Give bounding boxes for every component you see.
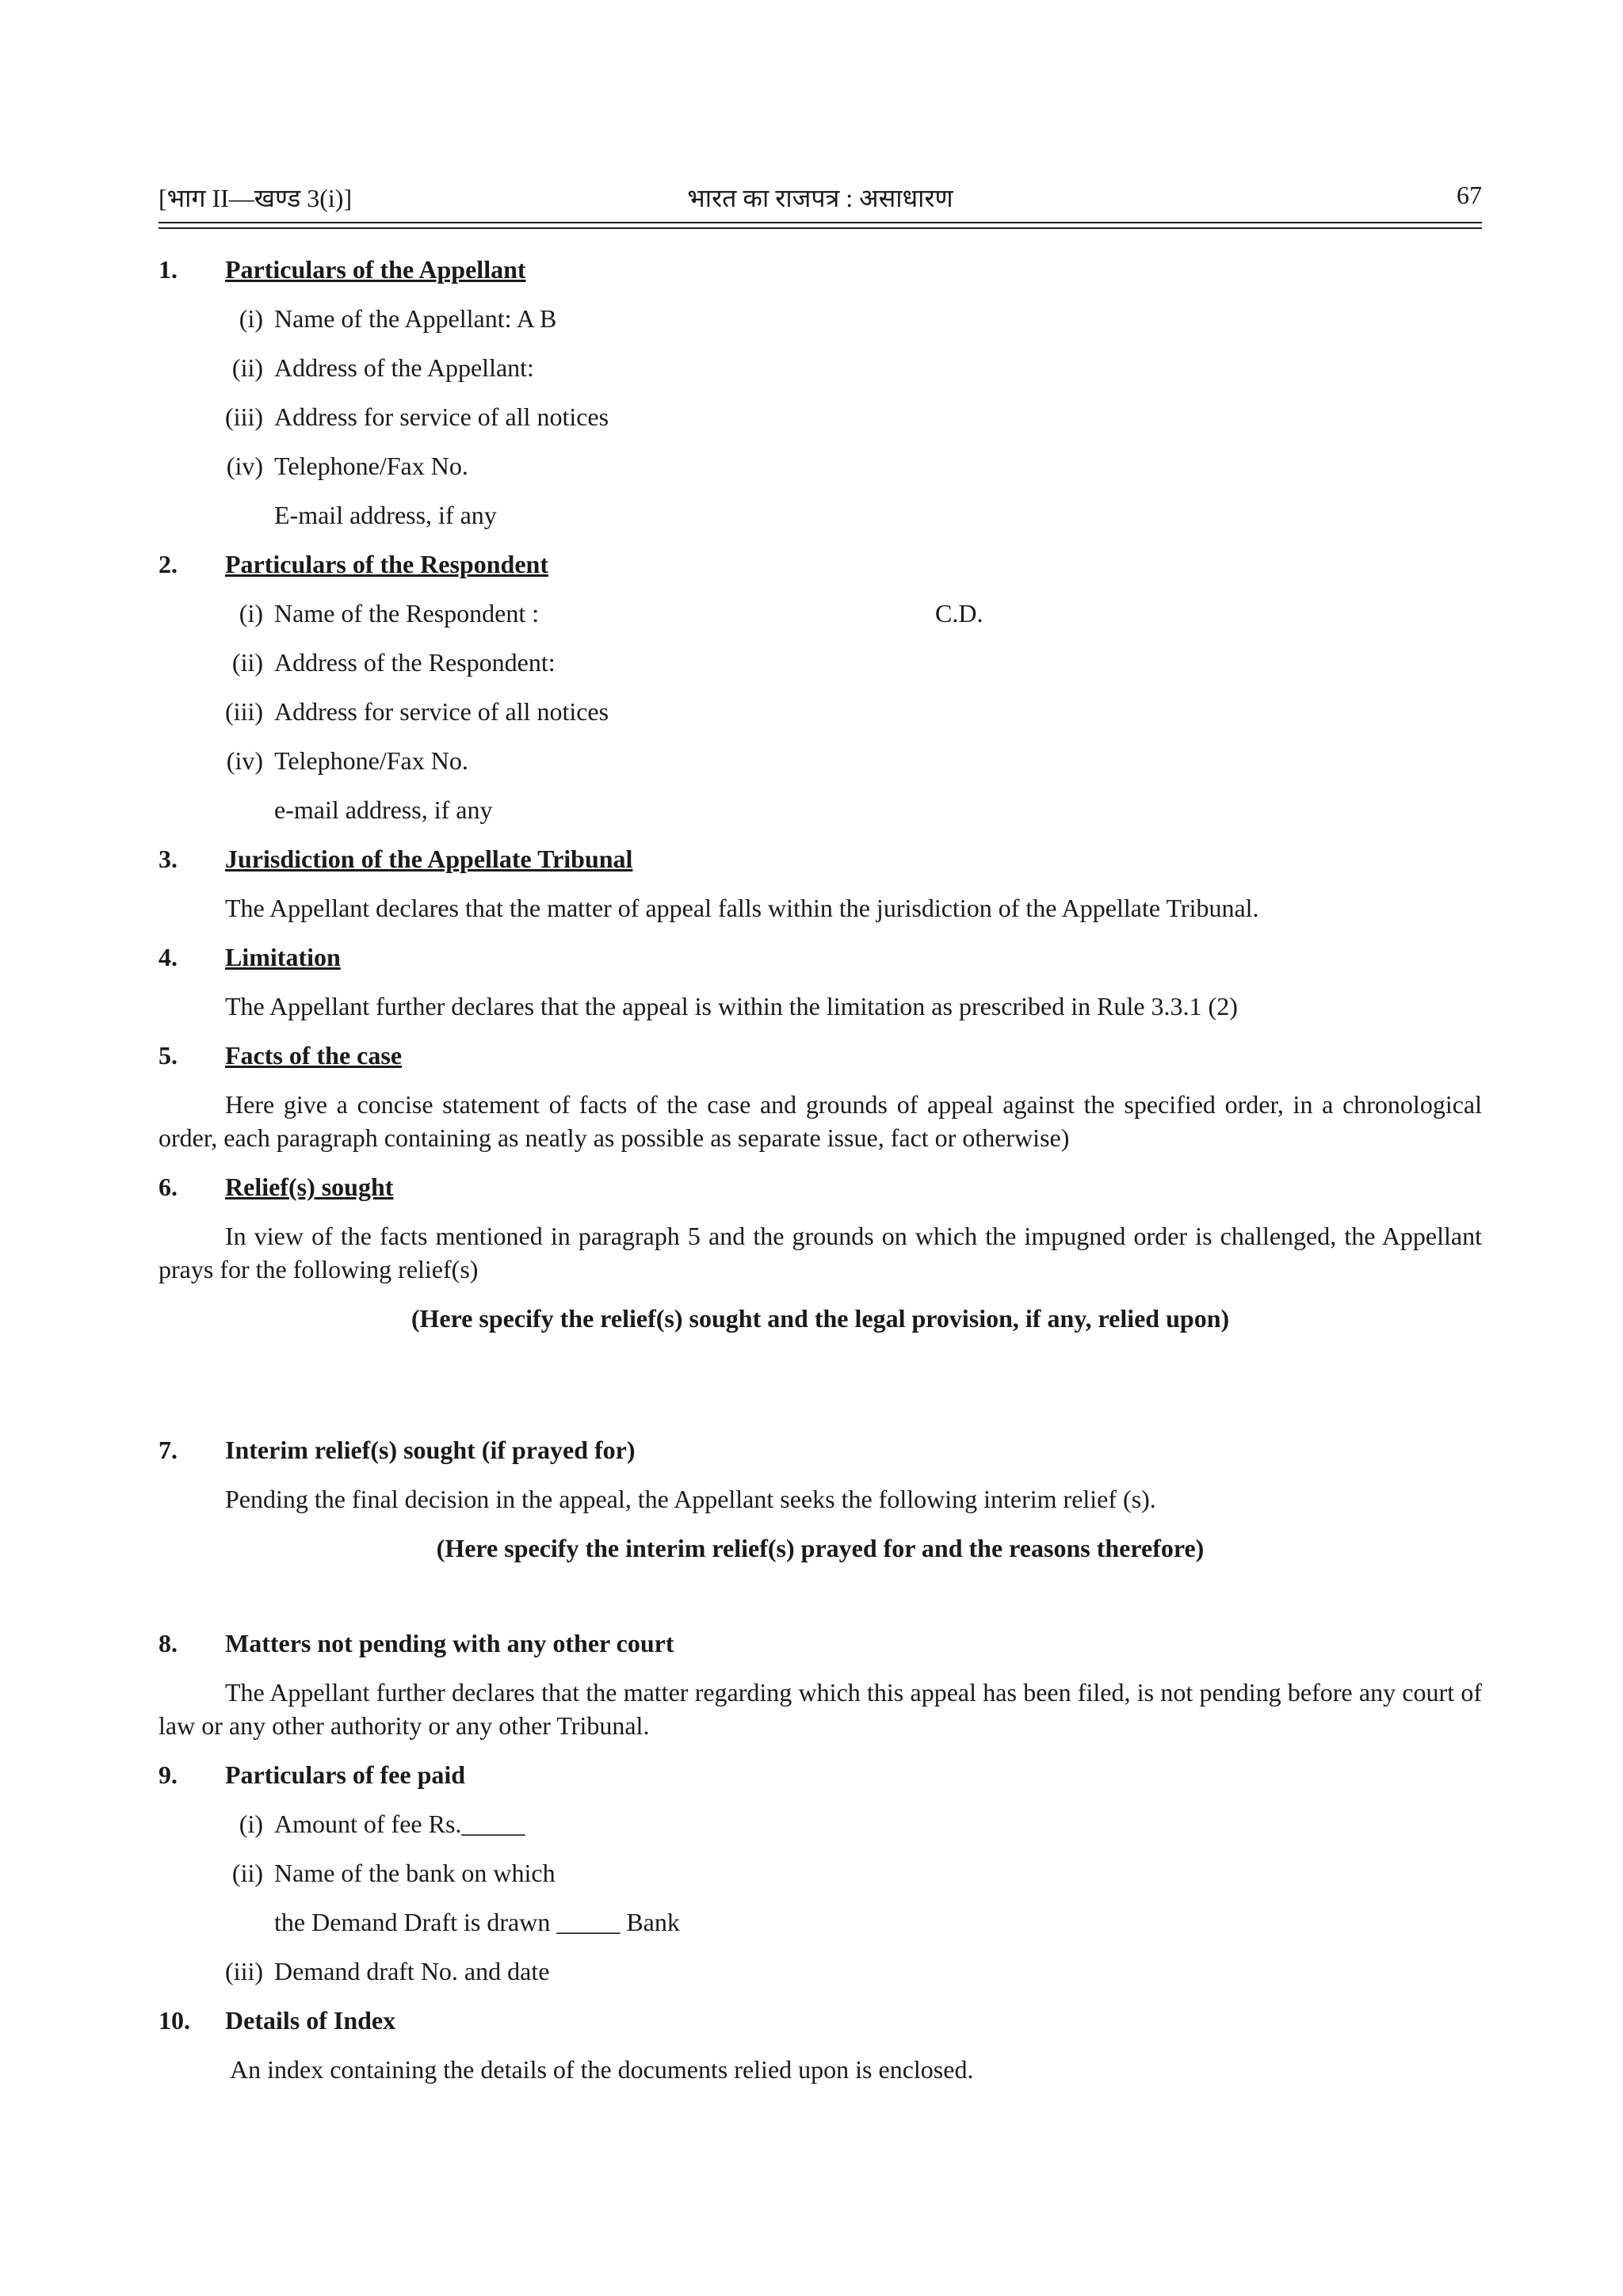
item-numeral: (i) — [239, 599, 263, 627]
list-item — [214, 589, 1482, 638]
section-number: 10. — [158, 2006, 190, 2035]
section-1-heading — [158, 245, 1482, 294]
item-text: Telephone/Fax No. — [274, 452, 468, 480]
section-4-heading — [158, 933, 1482, 982]
email-line: E-mail address, if any — [274, 501, 497, 529]
section-5-heading — [158, 1031, 1482, 1080]
section-number: 3. — [158, 845, 178, 873]
item-text: Address of the Respondent: — [274, 648, 556, 677]
list-item — [214, 1848, 1482, 1897]
item-numeral: (ii) — [231, 353, 263, 382]
section-title: Jurisdiction of the Appellate Tribunal — [225, 845, 633, 873]
instruction-note: (Here specify the relief(s) sought and the legal provision, if any, relied upon) — [411, 1304, 1230, 1333]
gazette-page — [158, 181, 1482, 2094]
section-number: 2. — [158, 550, 178, 578]
blank-space — [158, 1573, 1482, 1619]
section-title: Limitation — [225, 943, 341, 971]
list-item — [214, 294, 1482, 343]
section-title: Facts of the case — [225, 1041, 403, 1070]
header-rule-top — [158, 222, 1482, 223]
list-item — [214, 392, 1482, 441]
section-text: The Appellant declares that the matter of appeal falls within the jurisdiction of the Appellate Tribunal. — [225, 894, 1259, 922]
section-title: Relief(s) sought — [225, 1173, 394, 1201]
item-text: Address of the Appellant: — [274, 353, 534, 382]
section-number: 1. — [158, 255, 178, 284]
item-numeral: (iv) — [226, 746, 263, 775]
section-text: An index containing the details of the documents relied upon is enclosed. — [230, 2055, 974, 2084]
list-item — [214, 638, 1482, 687]
bank-name-text: Name of the bank on which — [274, 1859, 556, 1887]
form-body — [158, 245, 1482, 2094]
demand-draft-text: Demand draft No. and date — [274, 1957, 550, 1985]
section-text: The Appellant further declares that the matter regarding which this appeal has been filed, is not pending before any court of law or any other authority or any other Tribunal. — [158, 1678, 1482, 1740]
list-item — [214, 1947, 1482, 1996]
list-item — [214, 1799, 1482, 1848]
section-number: 7. — [158, 1436, 178, 1464]
item-text: Name of the Appellant: A B — [274, 304, 557, 333]
section-text: In view of the facts mentioned in paragraph 5 and the grounds on which the impugned order is challenged, the Appellant prays for the following relief(s) — [158, 1222, 1482, 1283]
item-numeral: (ii) — [231, 648, 263, 677]
section-number: 8. — [158, 1629, 178, 1657]
section-title: Particulars of fee paid — [225, 1760, 466, 1789]
section-title: Particulars of the Appellant — [225, 255, 526, 284]
section-number: 5. — [158, 1041, 178, 1070]
section-title: Matters not pending with any other court — [225, 1629, 674, 1657]
list-item — [214, 736, 1482, 785]
section-2-heading — [158, 540, 1482, 589]
section-8-heading — [158, 1619, 1482, 1668]
item-text: Telephone/Fax No. — [274, 746, 468, 775]
blank-space — [158, 1343, 1482, 1425]
list-item — [214, 343, 1482, 392]
list-item — [214, 441, 1482, 490]
section-title: Details of Index — [225, 2006, 396, 2035]
section-9-heading — [158, 1750, 1482, 1799]
demand-draft-bank-line: the Demand Draft is drawn _____ Bank — [274, 1908, 680, 1936]
section-10-heading — [158, 1996, 1482, 2045]
section-text: Here give a concise statement of facts of the case and grounds of appeal against the specified order, in a chronological order, each paragraph containing as neatly as possible as separate issue, fact or otherwise) — [158, 1090, 1482, 1152]
header-gazette-title: भारत का राजपत्र : असाधारण — [687, 184, 953, 212]
email-line: e-mail address, if any — [274, 795, 493, 824]
item-numeral: (iv) — [226, 452, 263, 480]
section-text: Pending the final decision in the appeal, the Appellant seeks the following interim relief (s). — [225, 1485, 1156, 1513]
item-numeral: (iii) — [225, 1957, 263, 1985]
item-numeral: (i) — [239, 1810, 263, 1838]
section-number: 6. — [158, 1173, 178, 1201]
item-text: Name of the Respondent : — [274, 599, 540, 627]
header-rule-bottom — [158, 227, 1482, 229]
respondent-name-value: C.D. — [935, 599, 983, 627]
item-text: Address for service of all notices — [274, 402, 609, 431]
item-numeral: (i) — [239, 304, 263, 333]
section-number: 4. — [158, 943, 178, 971]
list-item — [214, 687, 1482, 736]
section-title: Interim relief(s) sought (if prayed for) — [225, 1436, 636, 1464]
item-numeral: (iii) — [225, 402, 263, 431]
section-7-heading — [158, 1425, 1482, 1474]
section-title: Particulars of the Respondent — [225, 550, 548, 578]
page-header — [158, 181, 1482, 215]
section-number: 9. — [158, 1760, 178, 1789]
section-3-heading — [158, 834, 1482, 883]
header-part-section: [भाग II—खण्ड 3(i)] — [158, 184, 353, 212]
item-text: Address for service of all notices — [274, 697, 609, 726]
section-text: The Appellant further declares that the appeal is within the limitation as prescribed in Rule 3.3.1 (2) — [225, 992, 1238, 1020]
item-numeral: (iii) — [225, 697, 263, 726]
item-numeral: (ii) — [231, 1859, 263, 1887]
instruction-note: (Here specify the interim relief(s) prayed for and the reasons therefore) — [436, 1534, 1205, 1562]
section-6-heading — [158, 1162, 1482, 1211]
fee-amount-text: Amount of fee Rs._____ — [274, 1810, 525, 1838]
header-page-number: 67 — [1457, 181, 1482, 209]
